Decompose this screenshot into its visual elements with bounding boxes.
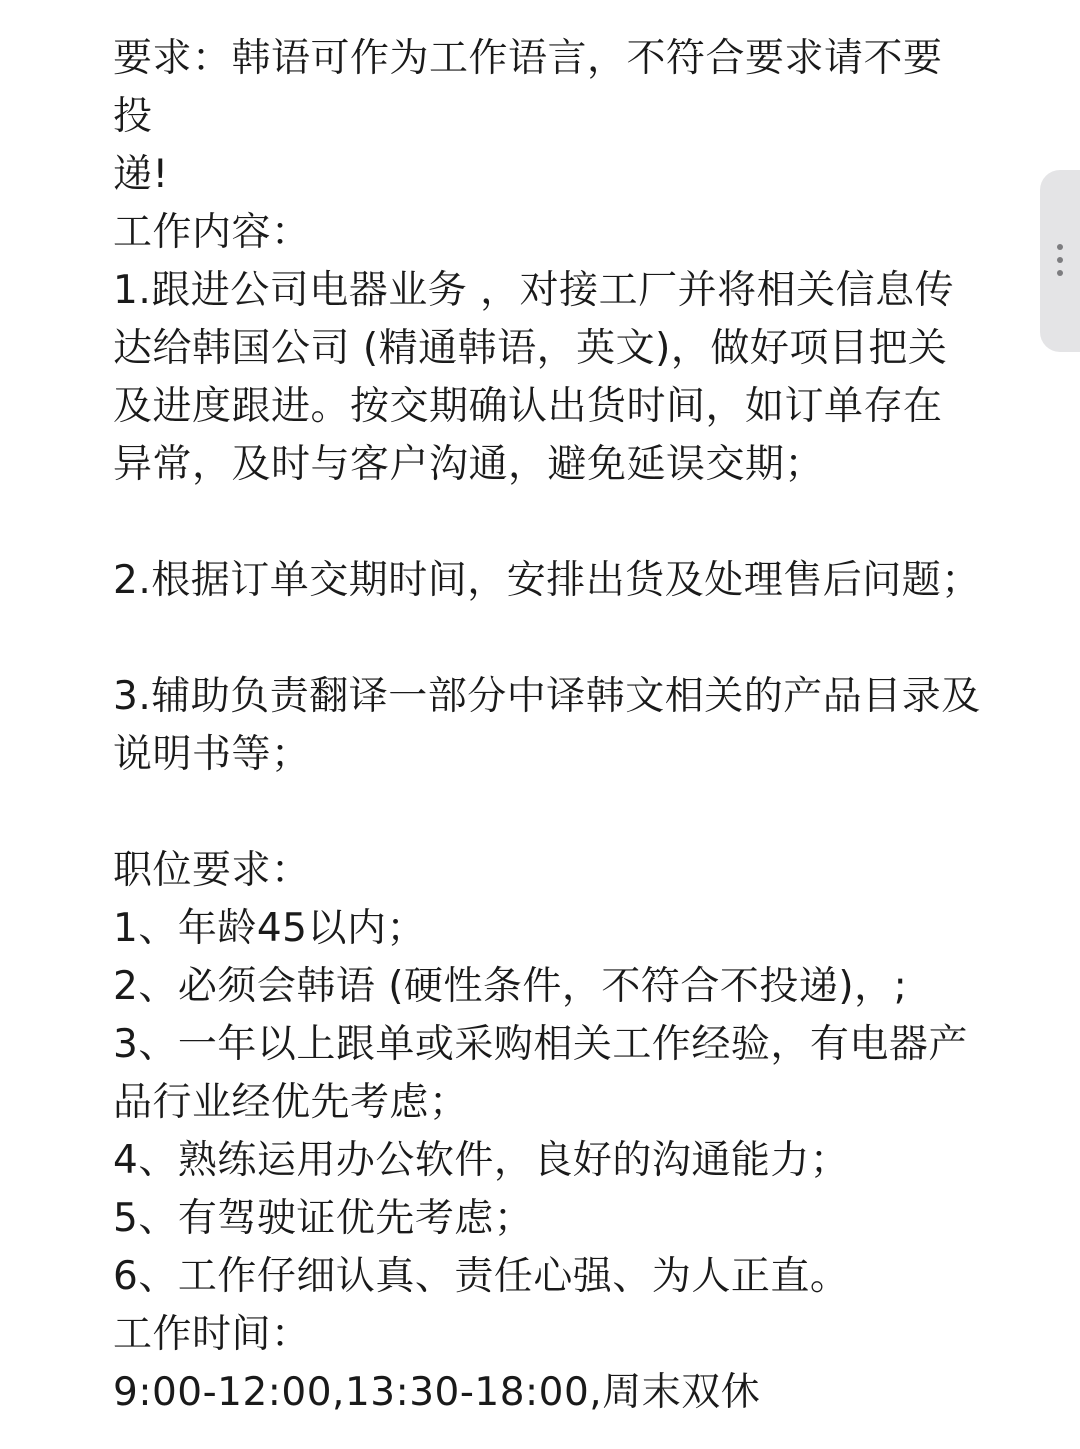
section-heading-work-time: 工作时间： [113,1312,311,1357]
text-line: 说明书等； [113,732,311,777]
blank-line [113,784,1053,842]
section-heading-work-content: 工作内容： [113,210,311,255]
text-line: 达给韩国公司 (精通韩语，英文)，做好项目把关 [113,326,948,371]
text-line: 递! [113,152,169,197]
blank-line [113,610,1053,668]
text-line: 5、有驾驶证优先考虑； [113,1196,534,1241]
text-line: 2.根据订单交期时间，安排出货及处理售后问题； [113,558,981,603]
text-line: 1、年龄45以内； [113,906,426,951]
scroll-handle[interactable] [1040,170,1080,352]
text-line: 3、一年以上跟单或采购相关工作经验，有电器产 [113,1022,968,1067]
job-description-text [113,30,1053,1422]
text-line: 投 [113,94,153,139]
text-line: 6、工作仔细认真、责任心强、为人正直。 [113,1254,850,1299]
text-line: 异常，及时与客户沟通，避免延误交期； [113,442,825,487]
text-line: 及进度跟进。按交期确认出货时间，如订单存在 [113,384,943,429]
text-line: 3.辅助负责翻译一部分中译韩文相关的产品目录及 [113,674,981,719]
text-line: 品行业经优先考虑； [113,1080,469,1125]
blank-line [113,494,1053,552]
text-line: 4、熟练运用办公软件，良好的沟通能力； [113,1138,850,1183]
vertical-dots-icon [1057,244,1063,276]
text-line: 9:00-12:00,13:30-18:00,周末双休 [113,1370,761,1415]
section-heading-requirements: 职位要求： [113,848,311,893]
text-line: 要求：韩语可作为工作语言，不符合要求请不要 [113,36,943,81]
text-line: 2、必须会韩语 (硬性条件，不符合不投递)，; [113,964,908,1009]
text-line: 1.跟进公司电器业务 ，对接工厂并将相关信息传 [113,268,955,313]
